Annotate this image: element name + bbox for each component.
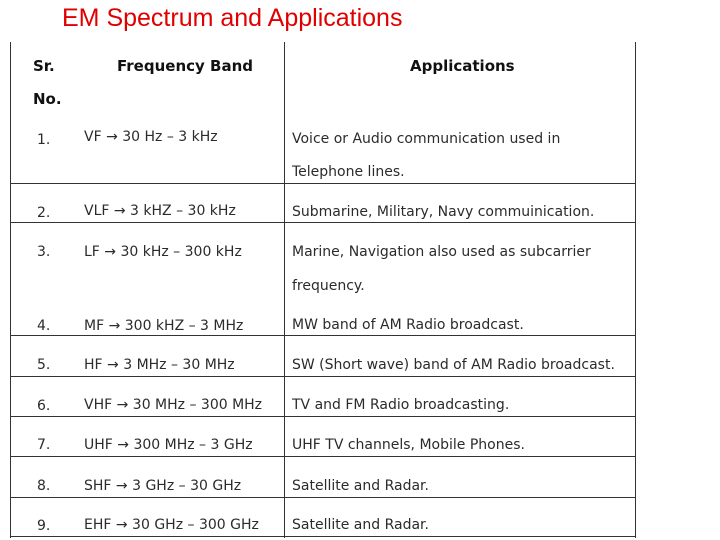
header-sr: Sr. xyxy=(33,57,55,75)
row-1-application: Voice or Audio communication used in xyxy=(292,131,561,147)
row-3-application: Marine, Navigation also used as subcarrier xyxy=(292,244,591,260)
row-divider xyxy=(11,335,635,336)
row-7-band: UHF → 300 MHz – 3 GHz xyxy=(84,437,253,453)
row-5-band: HF → 3 MHz – 30 MHz xyxy=(84,357,235,373)
row-divider xyxy=(11,456,635,457)
row-7-sr: 7. xyxy=(37,437,51,453)
row-8-sr: 8. xyxy=(37,478,51,494)
header-no: No. xyxy=(33,90,62,108)
row-8-application: Satellite and Radar. xyxy=(292,478,429,494)
row-8-band: SHF → 3 GHz – 30 GHz xyxy=(84,478,242,494)
row-2-application: Submarine, Military, Navy commuinication. xyxy=(292,204,595,220)
row-2-band: VLF → 3 kHZ – 30 kHz xyxy=(84,203,236,219)
row-divider xyxy=(11,416,635,417)
row-1-band: VF → 30 Hz – 3 kHz xyxy=(84,129,218,145)
row-3-sr: 3. xyxy=(37,244,51,260)
em-spectrum-table xyxy=(10,42,636,538)
row-divider xyxy=(11,183,635,184)
row-divider xyxy=(11,376,635,377)
row-divider xyxy=(11,222,635,223)
row-1-sr: 1. xyxy=(37,132,51,148)
row-6-band: VHF → 30 MHz – 300 MHz xyxy=(84,397,263,413)
row-5-sr: 5. xyxy=(37,357,51,373)
row-6-sr: 6. xyxy=(37,398,51,414)
row-9-sr: 9. xyxy=(37,518,51,534)
header-frequency-band: Frequency Band xyxy=(117,57,253,75)
header-applications: Applications xyxy=(410,57,515,75)
row-5-application: SW (Short wave) band of AM Radio broadcast. xyxy=(292,357,615,373)
row-7-application: UHF TV channels, Mobile Phones. xyxy=(292,437,525,453)
row-1-application-cont: Telephone lines. xyxy=(292,164,405,180)
page-title: EM Spectrum and Applications xyxy=(62,4,403,32)
row-2-sr: 2. xyxy=(37,205,51,221)
row-divider xyxy=(11,536,635,537)
column-divider xyxy=(284,42,285,538)
row-4-application: MW band of AM Radio broadcast. xyxy=(292,317,524,333)
row-3-band: LF → 30 kHz – 300 kHz xyxy=(84,244,242,260)
row-4-sr: 4. xyxy=(37,318,51,334)
row-3-application-cont: frequency. xyxy=(292,278,365,294)
row-9-band: EHF → 30 GHz – 300 GHz xyxy=(84,517,259,533)
row-divider xyxy=(11,497,635,498)
row-9-application: Satellite and Radar. xyxy=(292,517,429,533)
row-4-band: MF → 300 kHZ – 3 MHz xyxy=(84,318,244,334)
row-6-application: TV and FM Radio broadcasting. xyxy=(292,397,510,413)
